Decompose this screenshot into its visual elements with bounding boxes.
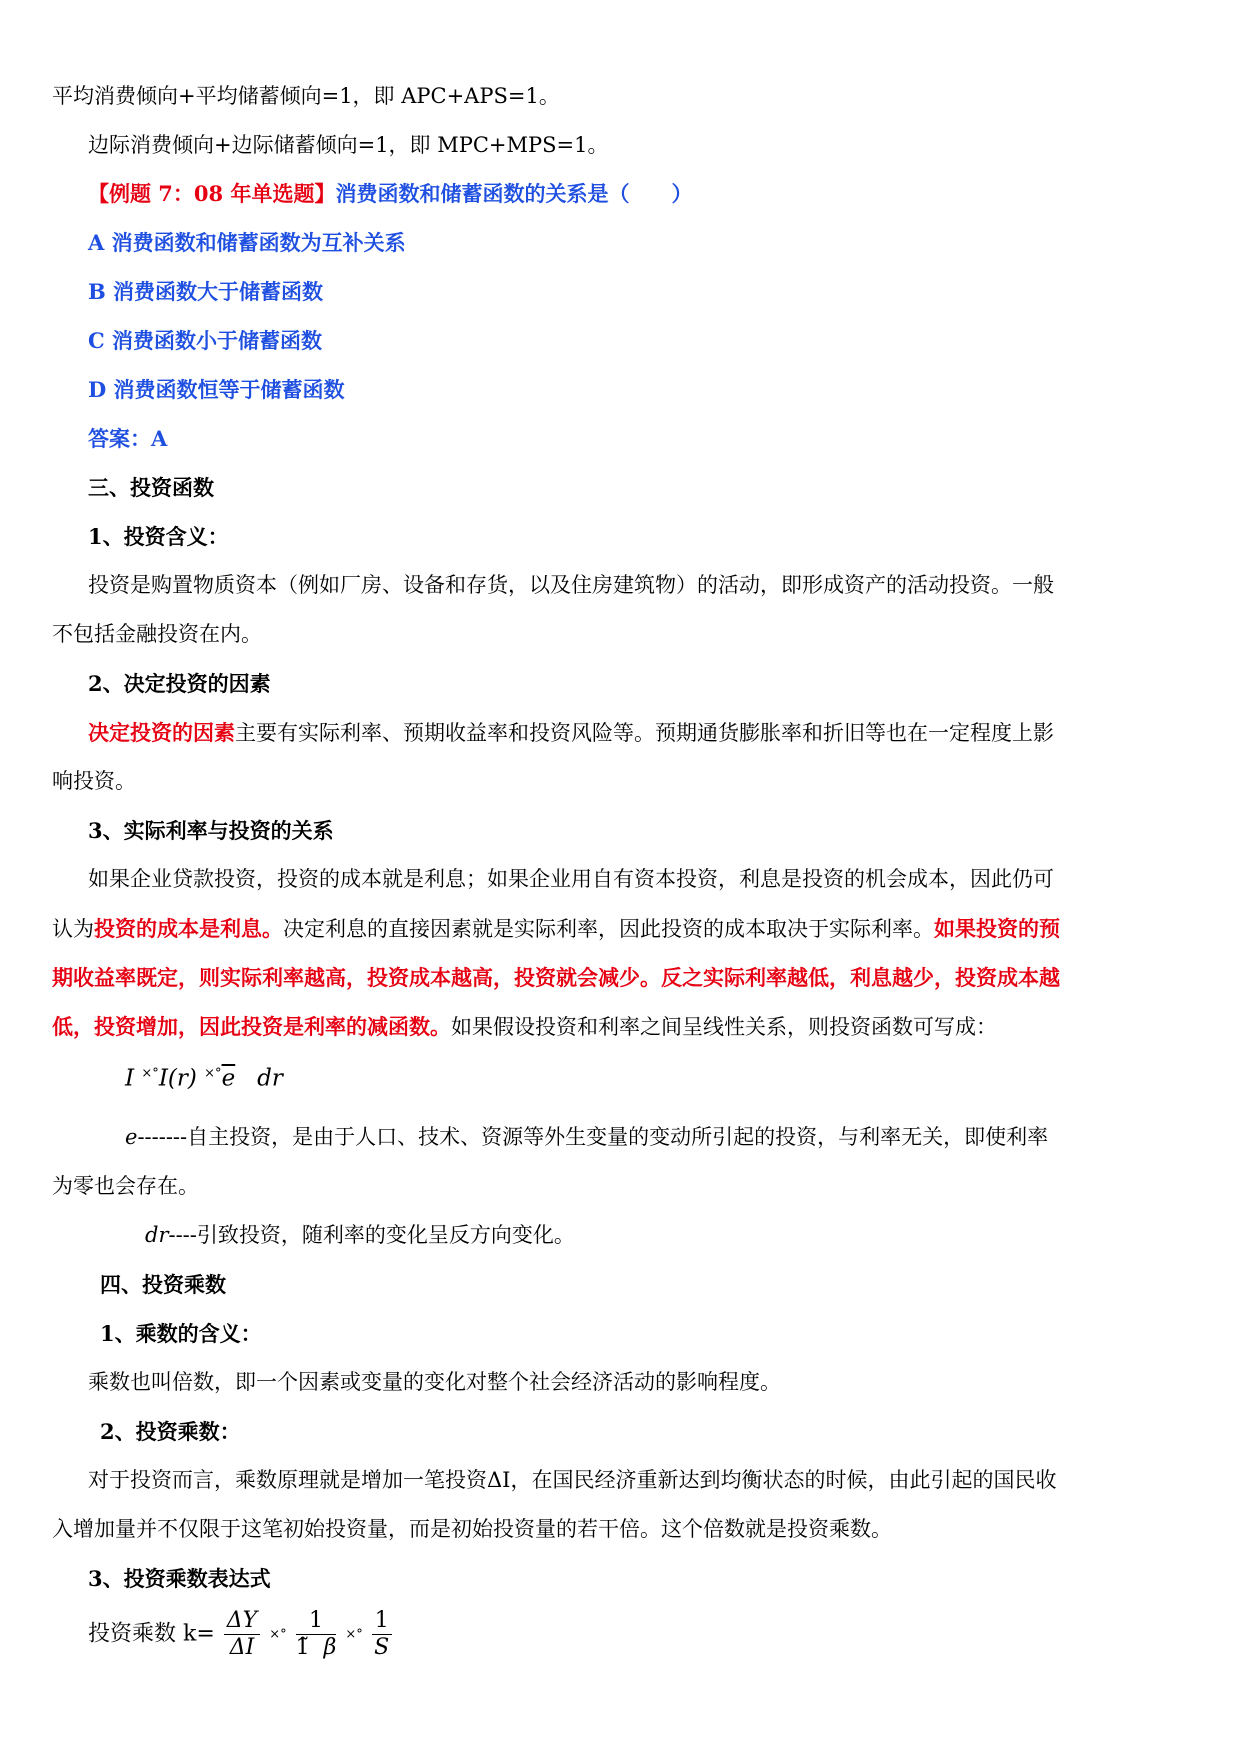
example-question	[88, 183, 692, 205]
formula-ir: I(r)	[158, 1065, 197, 1092]
paragraph-5-line-2: 入增加量并不仅限于这笔初始投资量，而是初始投资量的若干倍。这个倍数就是投资乘数。	[52, 1517, 892, 1541]
text-span: 决定利息的直接因素就是实际利率，因此投资的成本取决于实际利率。	[283, 917, 934, 941]
fraction-dy-di	[224, 1610, 260, 1659]
fraction-numerator: 1	[372, 1610, 392, 1635]
text-line-apc: 平均消费倾向+平均储蓄倾向=1，即 APC+APS=1。	[52, 84, 560, 108]
multiplier-formula	[88, 1610, 394, 1659]
var-e: e	[125, 1125, 138, 1149]
option-d: D 消费函数恒等于储蓄函数	[88, 377, 345, 402]
dr-definition	[145, 1225, 575, 1246]
formula-e: $\overline{e}$	[221, 1065, 236, 1092]
subheading-4-2: 2、投资乘数：	[100, 1419, 241, 1444]
investment-function-formula	[125, 1067, 283, 1091]
paragraph-3-line-1: 如果企业贷款投资，投资的成本就是利息；如果企业用自有资本投资，利息是投资的机会成本，因此仍可	[88, 867, 1054, 891]
formula-symbol: ×°	[141, 1066, 159, 1081]
subheading-4-1: 1、乘数的含义：	[100, 1321, 262, 1346]
formula-dr: dr	[257, 1065, 283, 1092]
fraction-one-over-s	[372, 1610, 392, 1659]
paragraph-2-line-2: 响投资。	[52, 769, 136, 793]
text-span: ----引致投资，随利率的变化呈反方向变化。	[168, 1223, 575, 1247]
paragraph-3-line-3: 期收益率既定，则实际利率越高，投资成本越高，投资就会减少。反之实际利率越低，利息越少，投资成本越	[52, 965, 1060, 990]
section-heading-3: 三、投资函数	[88, 475, 214, 500]
fraction-denominator: S	[374, 1635, 390, 1660]
paragraph-5-line-1: 对于投资而言，乘数原理就是增加一笔投资ΔI，在国民经济重新达到均衡状态的时候，由此引起的国民收	[88, 1468, 1057, 1492]
denominator-beta: β	[323, 1635, 337, 1660]
text-span: -------自主投资，是由于人口、技术、资源等外生变量的变动所引起的投资，与利率无关，即使利率	[137, 1125, 1049, 1149]
e-definition-line-1	[125, 1127, 1048, 1148]
subheading-3-2: 2、决定投资的因素	[88, 671, 271, 696]
paragraph-3-line-4	[52, 1016, 997, 1038]
formula-i: I	[125, 1065, 135, 1092]
answer: 答案：A	[88, 426, 168, 451]
option-a: A 消费函数和储蓄函数为互补关系	[88, 230, 406, 255]
example-stem: 消费函数和储蓄函数的关系是（ ）	[335, 181, 693, 206]
highlight: 如果投资的预	[934, 916, 1060, 941]
highlight: 低，投资增加，因此投资是利率的减函数。	[52, 1014, 451, 1039]
option-b: B 消费函数大于储蓄函数	[88, 279, 324, 304]
formula-symbol: ×°	[345, 1627, 363, 1642]
text-span: 如果假设投资和利率之间呈线性关系，则投资函数可写成：	[451, 1015, 997, 1039]
formula-symbol: ×°	[204, 1066, 222, 1081]
highlight: 投资的成本是利息。	[94, 916, 283, 941]
text-span: 认为	[52, 917, 94, 941]
text-line-mpc: 边际消费倾向+边际储蓄倾向=1，即 MPC+MPS=1。	[88, 133, 609, 157]
fraction-numerator: 1	[296, 1610, 337, 1635]
subheading-3-1: 1、投资含义：	[88, 524, 229, 549]
fraction-numerator: ΔY	[224, 1610, 260, 1635]
subheading-4-3: 3、投资乘数表达式	[88, 1566, 271, 1591]
section-heading-4: 四、投资乘数	[100, 1272, 226, 1297]
var-dr: dr	[145, 1223, 169, 1247]
paragraph-3-line-2	[52, 918, 1060, 940]
formula-symbol: ×°	[269, 1627, 287, 1642]
example-tag: 【例题 7：08 年单选题】	[88, 181, 336, 206]
fraction-one-over-beta	[296, 1610, 337, 1659]
paragraph-4: 乘数也叫倍数，即一个因素或变量的变化对整个社会经济活动的影响程度。	[88, 1370, 781, 1394]
denominator-one: 1̃	[295, 1635, 310, 1660]
subheading-3-3: 3、实际利率与投资的关系	[88, 818, 334, 843]
paragraph-1-line-2: 不包括金融投资在内。	[52, 622, 262, 646]
option-c: C 消费函数小于储蓄函数	[88, 328, 323, 353]
paragraph-2-line-1	[88, 722, 1054, 744]
fraction-denominator	[296, 1635, 337, 1659]
e-definition-line-2: 为零也会存在。	[52, 1174, 199, 1198]
formula-label: 投资乘数 k=	[88, 1621, 215, 1647]
highlight: 决定投资的因素	[88, 720, 235, 745]
fraction-denominator: ΔI	[229, 1635, 255, 1660]
paragraph-1-line-1: 投资是购置物质资本（例如厂房、设备和存货，以及住房建筑物）的活动，即形成资产的活动投资。一般	[88, 573, 1054, 597]
text-span: 主要有实际利率、预期收益率和投资风险等。预期通货膨胀率和折旧等也在一定程度上影	[235, 721, 1054, 745]
